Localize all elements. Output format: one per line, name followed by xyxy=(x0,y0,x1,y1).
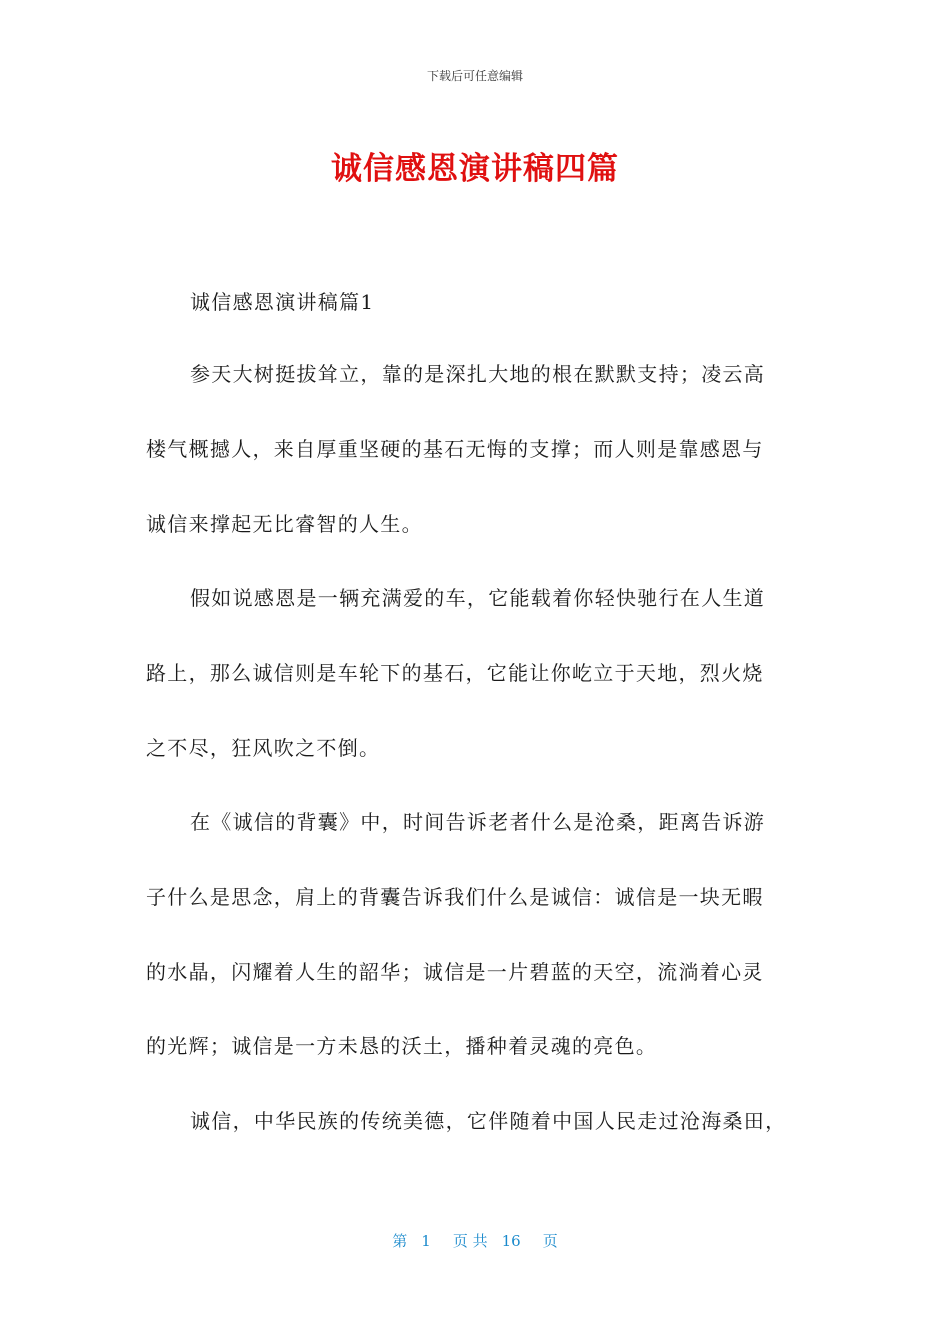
footer-suffix: 页 xyxy=(542,1232,558,1250)
paragraph-line: 诚信来撑起无比睿智的人生。 xyxy=(146,512,423,536)
footer-total-pages: 16 xyxy=(501,1232,521,1250)
paragraph-line: 的水晶，闪耀着人生的韶华；诚信是一片碧蓝的天空，流淌着心灵 xyxy=(146,960,764,984)
paragraph-line: 诚信，中华民族的传统美德，它伴随着中国人民走过沧海桑田， xyxy=(190,1109,787,1133)
paragraph-line: 假如说感恩是一辆充满爱的车，它能载着你轻快驰行在人生道 xyxy=(190,586,766,610)
header-note: 下载后可任意编辑 xyxy=(426,69,523,83)
footer-middle: 页 共 xyxy=(452,1232,488,1250)
paragraph-line: 在《诚信的背囊》中，时间告诉老者什么是沧桑，距离告诉游 xyxy=(190,810,766,834)
paragraph-line: 的光辉；诚信是一方未恳的沃土，播种着灵魂的亮色。 xyxy=(146,1034,658,1058)
footer-prefix: 第 xyxy=(392,1232,408,1250)
paragraph-line: 之不尽，狂风吹之不倒。 xyxy=(146,736,381,760)
section-heading: 诚信感恩演讲稿篇1 xyxy=(190,290,375,314)
footer-current-page: 1 xyxy=(421,1232,431,1250)
page-footer xyxy=(0,1230,950,1251)
document-title: 诚信感恩演讲稿四篇 xyxy=(331,151,619,187)
paragraph-line: 楼气概撼人，来自厚重坚硬的基石无悔的支撑；而人则是靠感恩与 xyxy=(146,437,764,461)
paragraph-line: 参天大树挺拔耸立，靠的是深扎大地的根在默默支持；凌云高 xyxy=(190,362,766,386)
paragraph-line: 子什么是思念，肩上的背囊告诉我们什么是诚信：诚信是一块无暇 xyxy=(146,885,764,909)
paragraph-line: 路上，那么诚信则是车轮下的基石，它能让你屹立于天地，烈火烧 xyxy=(146,661,764,685)
